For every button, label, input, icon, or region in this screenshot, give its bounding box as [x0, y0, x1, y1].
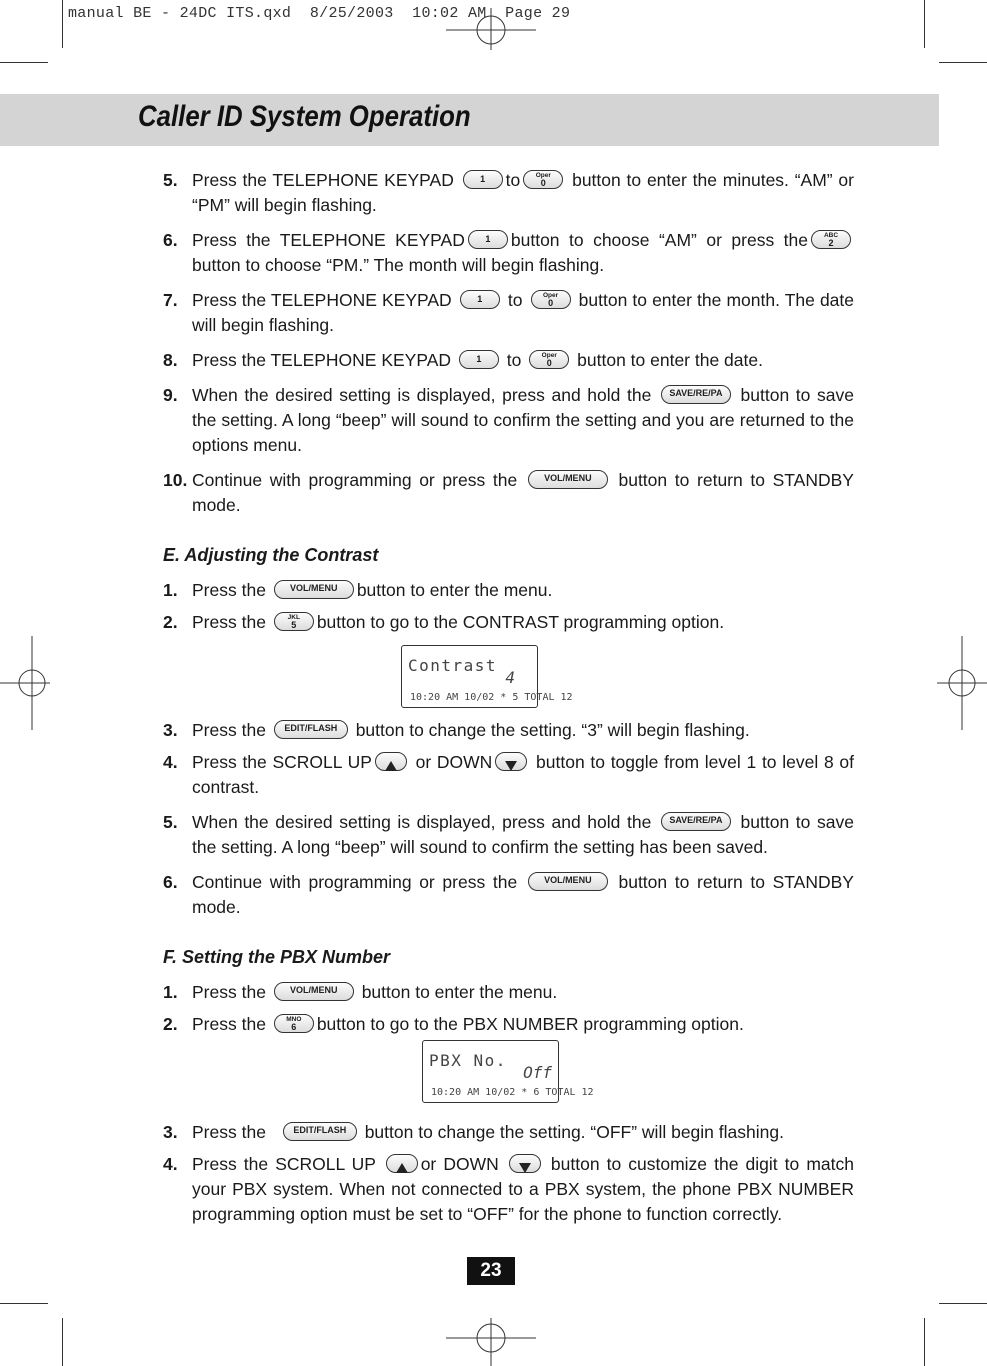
- crop-mark: [924, 1318, 925, 1366]
- vol-menu-button[interactable]: [528, 872, 608, 891]
- registration-mark-right: [937, 636, 987, 730]
- lcd-line-1: Contrast: [408, 656, 498, 675]
- step-text: button to enter the month. The date will begin flashing.: [192, 290, 855, 335]
- crop-mark: [939, 62, 987, 63]
- step-text: Press the TELEPHONE KEYPAD: [192, 350, 452, 370]
- page-number: 23: [467, 1257, 515, 1285]
- arrow-down-icon: [505, 761, 517, 771]
- registration-mark-left: [0, 636, 50, 730]
- key-label: 2: [828, 237, 834, 248]
- page-title: Caller ID System Operation: [138, 100, 471, 133]
- edit-flash-button[interactable]: [274, 720, 348, 739]
- step-text: When the desired setting is displayed, press and hold the: [192, 385, 652, 405]
- step-text: button to customize the digit to match your PBX system. When not connected to a PBX system, the phone PBX NUMBER programming option must be set to “OFF” for the phone to function correctly.: [192, 1154, 854, 1224]
- lcd-value: Off: [523, 1063, 552, 1082]
- step-text: button to change the setting. “3” will begin flashing.: [355, 720, 750, 740]
- step-10: [163, 468, 854, 518]
- key-label: 1: [477, 293, 483, 304]
- step-text: Press the TELEPHONE KEYPAD: [192, 170, 454, 190]
- button-label: SAVE/RE/PA: [669, 814, 723, 825]
- step-text: button to enter the minutes. “AM” or “PM” will begin flashing.: [192, 170, 854, 215]
- step-text: Press the: [192, 720, 266, 740]
- key-label: 1: [485, 233, 491, 244]
- step-9: [163, 383, 854, 458]
- step-text: Press the TELEPHONE KEYPAD: [192, 230, 465, 250]
- step-text: When the desired setting is displayed, press and hold the: [192, 812, 652, 832]
- crop-mark: [0, 62, 48, 63]
- key-0-oper-button[interactable]: [529, 350, 569, 369]
- crop-mark: [924, 0, 925, 48]
- key-sublabel: Oper: [535, 171, 551, 179]
- step-number: 1.: [163, 982, 178, 1002]
- section-heading-contrast: E. Adjusting the Contrast: [163, 545, 379, 565]
- step-number: 4.: [163, 752, 178, 772]
- step-number: 2.: [163, 1014, 178, 1034]
- key-sublabel: MNO: [286, 1015, 302, 1023]
- key-label: 0: [548, 297, 554, 308]
- step-number: 7.: [163, 290, 178, 310]
- step-number: 6.: [163, 230, 178, 250]
- key-label: 1: [476, 353, 482, 364]
- step-number: 5.: [163, 170, 178, 190]
- step-text: Press the: [192, 1122, 266, 1142]
- key-sublabel: JKL: [287, 613, 300, 621]
- step-number: 9.: [163, 385, 178, 405]
- key-label: 1: [480, 173, 486, 184]
- step-5: [163, 168, 854, 218]
- step-text: to: [506, 350, 522, 370]
- step-text: button to choose “AM” or press the: [510, 230, 808, 250]
- step-text: button to go to the CONTRAST programming option.: [316, 612, 725, 632]
- step-number: 5.: [163, 812, 178, 832]
- step-text: button to go to the PBX NUMBER programming option.: [316, 1014, 744, 1034]
- pbx-step-4: [163, 1152, 854, 1227]
- lcd-line-2: 10:20 AM 10/02 * 6 TOTAL 12: [431, 1087, 594, 1098]
- step-7: [163, 288, 854, 338]
- key-sublabel: Oper: [541, 351, 557, 359]
- lcd-value: 4: [505, 668, 515, 687]
- crop-mark: [0, 1303, 48, 1304]
- step-text: Press the: [192, 982, 266, 1002]
- step-text: Press the: [192, 612, 266, 632]
- step-text: Press the TELEPHONE KEYPAD: [192, 290, 452, 310]
- step-number: 1.: [163, 580, 178, 600]
- step-text: button to choose “PM.” The month will begin flashing.: [192, 255, 605, 275]
- step-text: button to toggle from level 1 to level 8 of contrast.: [192, 752, 854, 797]
- step-text: button to return to STANDBY mode.: [192, 872, 854, 917]
- step-number: 3.: [163, 720, 178, 740]
- button-label: VOL/MENU: [290, 582, 338, 593]
- registration-mark-bottom: [446, 1318, 536, 1366]
- lcd-line-2: 10:20 AM 10/02 * 5 TOTAL 12: [410, 692, 573, 703]
- step-text: or DOWN: [420, 1154, 499, 1174]
- contrast-step-1: [163, 578, 854, 603]
- button-label: VOL/MENU: [544, 874, 592, 885]
- arrow-down-icon: [519, 1163, 531, 1173]
- step-text: Press the: [192, 580, 266, 600]
- crop-mark: [939, 1303, 987, 1304]
- button-label: EDIT/FLASH: [293, 1124, 347, 1135]
- arrow-up-icon: [396, 1163, 408, 1173]
- step-text: Press the SCROLL UP: [192, 1154, 376, 1174]
- key-1-button[interactable]: [463, 170, 503, 189]
- step-number: 10.: [163, 470, 188, 490]
- step-text: Continue with programming or press the: [192, 872, 518, 892]
- step-number: 2.: [163, 612, 178, 632]
- pbx-step-1: [163, 980, 854, 1005]
- step-text: button to save the setting. A long “beep” will sound to confirm the setting and you are returned to the options menu.: [192, 385, 854, 455]
- step-text: Continue with programming or press the: [192, 470, 518, 490]
- edit-flash-button[interactable]: [283, 1122, 357, 1141]
- key-1-button[interactable]: [460, 290, 500, 309]
- scroll-up-button[interactable]: [386, 1154, 418, 1173]
- contrast-step-5: [163, 810, 854, 860]
- lcd-line-1: PBX No.: [429, 1051, 507, 1070]
- pbx-step-2: [163, 1012, 854, 1037]
- section-heading-pbx: F. Setting the PBX Number: [163, 947, 391, 967]
- key-sublabel: ABC: [823, 231, 839, 239]
- scroll-up-button[interactable]: [375, 752, 407, 771]
- contrast-step-4: [163, 750, 854, 800]
- step-text: or DOWN: [415, 752, 493, 772]
- button-label: VOL/MENU: [544, 472, 592, 483]
- arrow-up-icon: [385, 761, 397, 771]
- key-label: 0: [540, 177, 546, 188]
- vol-menu-button[interactable]: [528, 470, 608, 489]
- key-5-jkl-button[interactable]: [274, 612, 314, 631]
- scroll-down-button[interactable]: [495, 752, 527, 771]
- save-re-pa-button[interactable]: [661, 812, 731, 831]
- crop-mark: [62, 0, 63, 48]
- registration-mark-top: [446, 8, 536, 50]
- step-text: Press the: [192, 1014, 266, 1034]
- key-2-abc-button[interactable]: [811, 230, 851, 249]
- vol-menu-button[interactable]: [274, 580, 354, 599]
- crop-mark: [62, 1318, 63, 1366]
- lcd-contrast-display: [401, 645, 573, 708]
- contrast-step-3: [163, 718, 854, 743]
- scroll-down-button[interactable]: [509, 1154, 541, 1173]
- step-number: 8.: [163, 350, 178, 370]
- title-banner: [0, 94, 939, 146]
- key-label: 5: [291, 619, 297, 630]
- contrast-step-6: [163, 870, 854, 920]
- step-text: button to enter the menu.: [356, 580, 553, 600]
- step-text: button to change the setting. “OFF” will begin flashing.: [364, 1122, 784, 1142]
- step-text: Press the SCROLL UP: [192, 752, 372, 772]
- key-label: 0: [546, 357, 552, 368]
- step-number: 3.: [163, 1122, 178, 1142]
- step-text: button to save the setting. A long “beep” will sound to confirm the setting has been saved.: [192, 812, 854, 857]
- key-label: 6: [291, 1021, 297, 1032]
- key-6-mno-button[interactable]: [274, 1014, 314, 1033]
- key-0-oper-button[interactable]: [531, 290, 571, 309]
- button-label: SAVE/RE/PA: [669, 387, 723, 398]
- key-1-button[interactable]: [468, 230, 508, 249]
- key-sublabel: Oper: [542, 291, 559, 299]
- button-label: VOL/MENU: [290, 984, 338, 995]
- key-1-button[interactable]: [459, 350, 499, 369]
- lcd-pbx-display: [422, 1040, 594, 1103]
- step-text: to: [505, 170, 521, 190]
- step-number: 4.: [163, 1154, 178, 1174]
- save-re-pa-button[interactable]: [661, 385, 731, 404]
- step-text: button to enter the date.: [577, 350, 763, 370]
- button-label: EDIT/FLASH: [284, 722, 338, 733]
- key-0-oper-button[interactable]: [523, 170, 563, 189]
- step-text: to: [507, 290, 523, 310]
- contrast-step-2: [163, 610, 854, 635]
- step-text: button to return to STANDBY mode.: [192, 470, 854, 515]
- step-8: [163, 348, 854, 373]
- step-6: [163, 228, 854, 278]
- step-text: button to enter the menu.: [361, 982, 558, 1002]
- step-number: 6.: [163, 872, 178, 892]
- pbx-step-3: [163, 1120, 854, 1145]
- print-slug: manual BE - 24DC ITS.qxd 8/25/2003 10:02 AM Page 29: [68, 5, 571, 22]
- vol-menu-button[interactable]: [274, 982, 354, 1001]
